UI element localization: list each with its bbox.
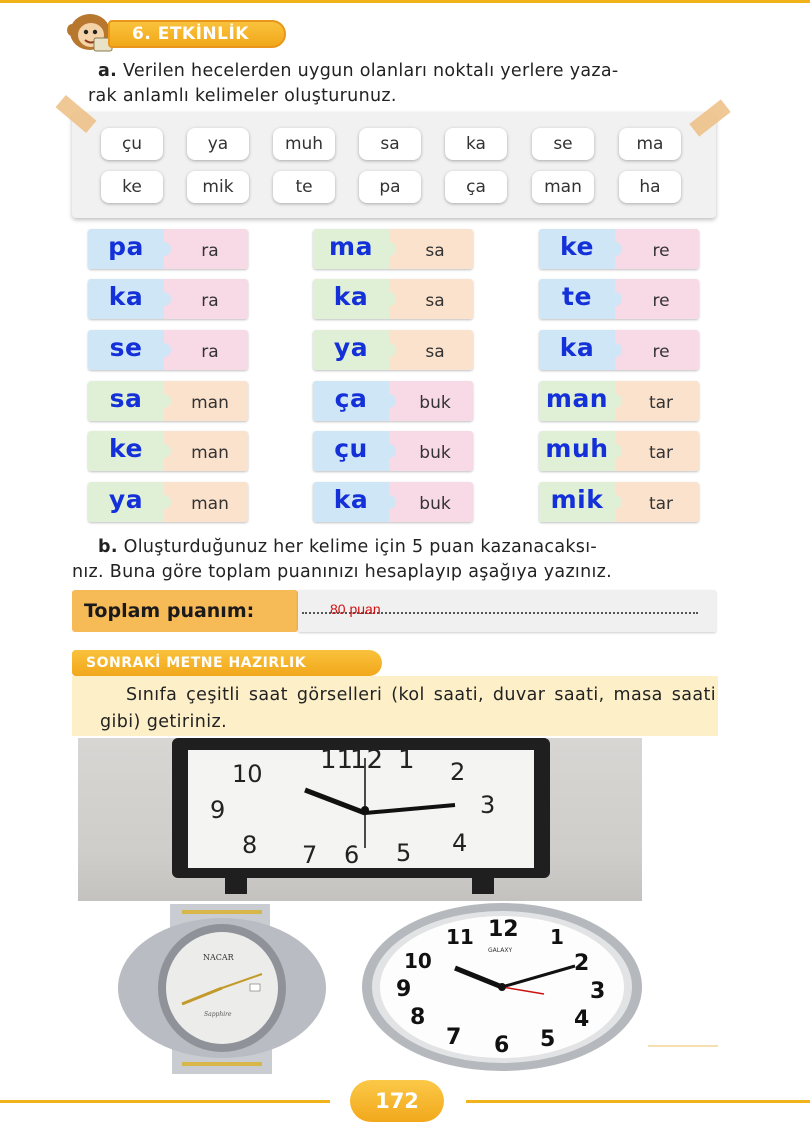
svg-text:10: 10	[404, 949, 432, 973]
instruction-a	[88, 58, 728, 85]
svg-text:8: 8	[242, 831, 258, 859]
svg-text:8: 8	[410, 1005, 426, 1030]
syllable-chip[interactable]: ya	[187, 128, 249, 160]
filled-syllable: ya	[108, 485, 144, 514]
svg-text:12: 12	[488, 917, 519, 942]
filled-syllable: te	[562, 282, 592, 311]
watch-brand: NACAR	[203, 953, 234, 962]
prep-text	[100, 682, 716, 736]
score-value: 80 puan	[330, 601, 381, 617]
svg-text:9: 9	[210, 796, 226, 824]
filled-syllable: ya	[333, 333, 369, 362]
svg-text:4: 4	[452, 829, 468, 857]
svg-text:4: 4	[574, 1007, 590, 1032]
syllable-chip[interactable]: ça	[445, 171, 507, 203]
instruction-a-line2: rak anlamlı kelimeler oluşturunuz.	[88, 86, 397, 106]
svg-text:6: 6	[494, 1033, 510, 1058]
word-puzzle[interactable]	[88, 330, 248, 370]
given-syllable: ra	[201, 342, 219, 362]
svg-text:1: 1	[550, 925, 564, 949]
filled-syllable: se	[109, 333, 143, 362]
given-syllable: man	[191, 494, 229, 514]
svg-text:10: 10	[232, 760, 263, 788]
instruction-b-line1: Oluşturduğunuz her kelime için 5 puan kazanacaksı-	[123, 537, 597, 557]
given-syllable: re	[652, 241, 670, 261]
svg-text:1: 1	[398, 745, 415, 775]
filled-syllable: ka	[108, 282, 144, 311]
word-puzzle[interactable]	[539, 482, 699, 522]
word-puzzle[interactable]	[88, 229, 248, 269]
given-syllable: buk	[419, 393, 451, 413]
filled-syllable: muh	[545, 434, 609, 463]
syllable-chip[interactable]: ka	[445, 128, 507, 160]
svg-text:3: 3	[480, 791, 496, 819]
score-label: Toplam puanım:	[72, 590, 298, 632]
given-syllable: man	[191, 393, 229, 413]
svg-text:5: 5	[540, 1027, 556, 1052]
word-puzzle[interactable]	[313, 279, 473, 319]
word-puzzle[interactable]	[539, 431, 699, 471]
given-syllable: tar	[648, 393, 674, 413]
prep-tag: SONRAKİ METNE HAZIRLIK	[72, 650, 382, 676]
syllable-chip[interactable]: te	[273, 171, 335, 203]
svg-text:11: 11	[446, 925, 474, 949]
filled-syllable: man	[545, 384, 609, 413]
given-syllable: sa	[425, 291, 445, 311]
desk-clock-icon	[160, 738, 560, 898]
wall-clock-image	[360, 902, 644, 1072]
given-syllable: sa	[425, 241, 445, 261]
given-syllable: ra	[201, 241, 219, 261]
syllable-chip[interactable]: ke	[101, 171, 163, 203]
given-syllable: sa	[425, 342, 445, 362]
word-puzzle[interactable]	[539, 279, 699, 319]
word-puzzle[interactable]	[313, 381, 473, 421]
given-syllable: re	[652, 342, 670, 362]
syllable-chip[interactable]: man	[532, 171, 594, 203]
filled-syllable: ke	[109, 434, 143, 463]
prep-line2: masa saati gibi) getiriniz.	[100, 685, 717, 732]
svg-text:2: 2	[574, 951, 590, 976]
instruction-b-line2: nız. Buna göre toplam puanınızı hesaplayıp aşağıya yazınız.	[72, 562, 612, 582]
instruction-b	[88, 534, 728, 561]
syllable-chip[interactable]: sa	[359, 128, 421, 160]
decor-line	[648, 1045, 718, 1047]
syllable-chip[interactable]: pa	[359, 171, 421, 203]
syllable-chip[interactable]: se	[532, 128, 594, 160]
watch-model: Sapphire	[204, 1011, 232, 1018]
given-syllable: tar	[648, 494, 674, 514]
wall-clock-brand: GALAXY	[488, 947, 513, 954]
svg-text:11: 11	[320, 745, 354, 775]
svg-text:12: 12	[350, 745, 384, 775]
syllable-chip[interactable]: ha	[619, 171, 681, 203]
part-b-letter: b.	[98, 537, 118, 557]
given-syllable: buk	[419, 443, 451, 463]
filled-syllable: ka	[559, 333, 595, 362]
part-a-letter: a.	[98, 61, 118, 81]
instruction-a-line1: Verilen hecelerden uygun olanları noktalı yerlere yaza-	[122, 61, 619, 81]
word-puzzle[interactable]	[313, 431, 473, 471]
footer-rule-right	[466, 1100, 810, 1103]
word-puzzle[interactable]	[313, 482, 473, 522]
activity-tag: 6. ETKİNLİK	[108, 20, 286, 48]
filled-syllable: ke	[560, 232, 594, 261]
filled-syllable: mik	[550, 485, 604, 514]
filled-syllable: ma	[329, 232, 373, 261]
word-puzzle[interactable]	[313, 330, 473, 370]
footer-rule-left	[0, 1100, 330, 1103]
given-syllable: ra	[201, 291, 219, 311]
word-puzzle[interactable]	[539, 381, 699, 421]
syllable-chip[interactable]: muh	[273, 128, 335, 160]
filled-syllable: çu	[334, 434, 368, 463]
svg-text:2: 2	[450, 758, 466, 786]
given-syllable: tar	[648, 443, 674, 463]
page-number: 172	[350, 1080, 444, 1122]
svg-text:7: 7	[446, 1025, 462, 1050]
given-syllable: buk	[419, 494, 451, 514]
word-puzzle[interactable]	[88, 381, 248, 421]
filled-syllable: sa	[109, 384, 143, 413]
word-puzzle[interactable]	[88, 482, 248, 522]
filled-syllable: ka	[333, 485, 369, 514]
word-puzzle[interactable]	[313, 229, 473, 269]
given-syllable: re	[652, 291, 670, 311]
word-puzzle[interactable]	[88, 279, 248, 319]
svg-text:6: 6	[344, 841, 360, 869]
top-rule	[0, 0, 810, 3]
filled-syllable: ka	[333, 282, 369, 311]
svg-text:9: 9	[396, 977, 412, 1002]
svg-text:3: 3	[590, 979, 606, 1004]
word-puzzle[interactable]	[539, 330, 699, 370]
prep-line1: Sınıfa çeşitli saat görselleri (kol saati, duvar saati,	[126, 685, 605, 705]
syllable-chip[interactable]: ma	[619, 128, 681, 160]
word-puzzle[interactable]	[539, 229, 699, 269]
syllable-chip[interactable]: mik	[187, 171, 249, 203]
filled-syllable: pa	[108, 232, 144, 261]
filled-syllable: ça	[334, 384, 368, 413]
syllable-chip[interactable]: çu	[101, 128, 163, 160]
wrist-watch-image	[112, 904, 334, 1074]
word-puzzle[interactable]	[88, 431, 248, 471]
given-syllable: man	[191, 443, 229, 463]
svg-text:5: 5	[396, 839, 412, 867]
svg-text:7: 7	[302, 841, 318, 869]
